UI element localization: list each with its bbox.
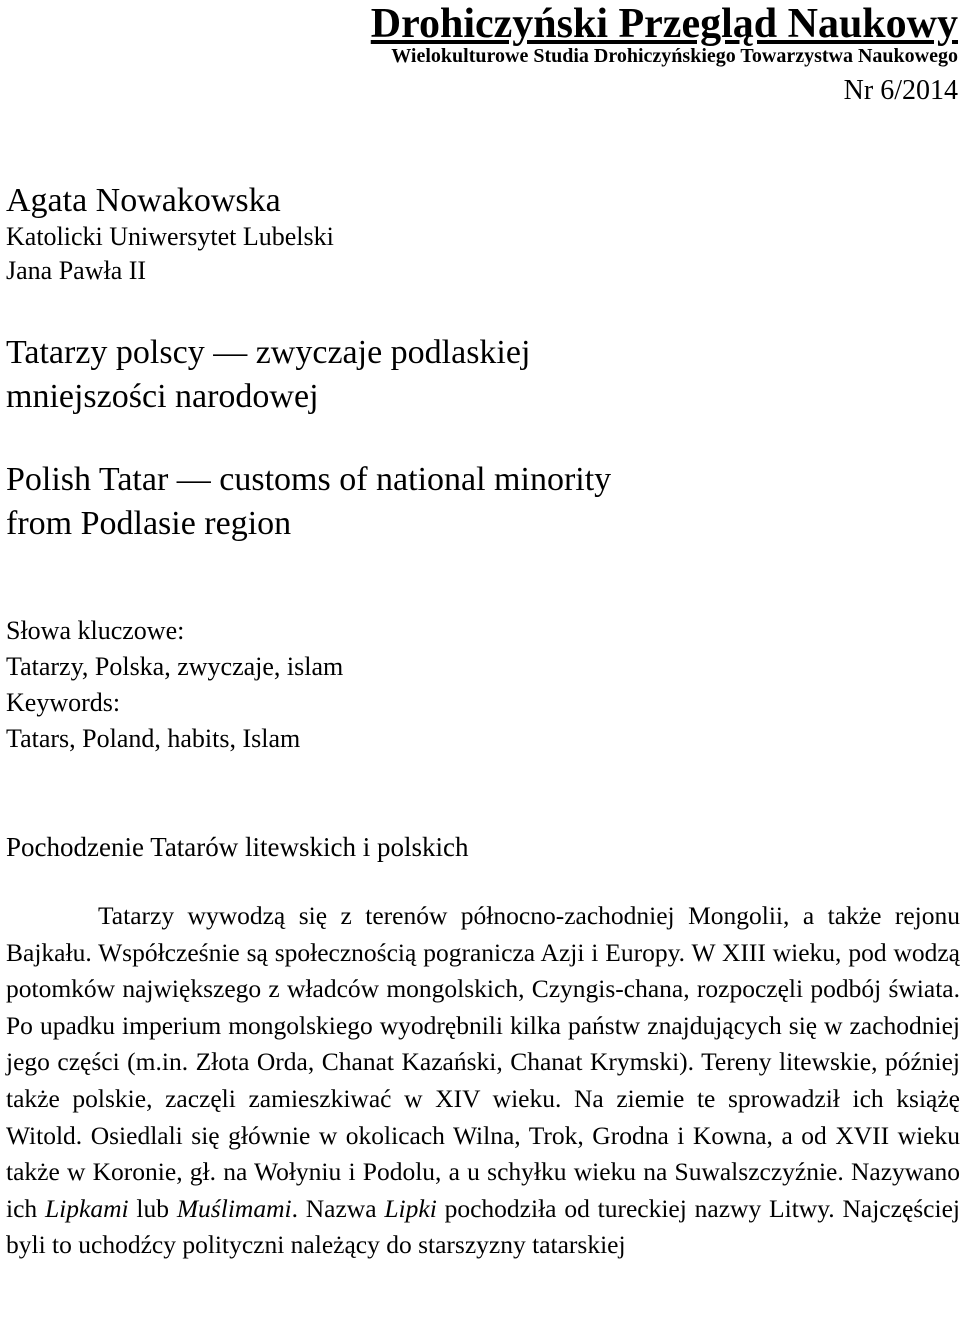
keywords-en-label: Keywords: — [6, 688, 121, 717]
body-paragraph — [6, 898, 960, 1264]
title-en-line1: Polish Tatar — customs of national minority — [6, 461, 612, 498]
article-title-en — [6, 458, 906, 546]
issue-number: Nr 6/2014 — [843, 75, 958, 106]
article-title-pl — [6, 331, 906, 419]
keywords-pl-value: Tatarzy, Polska, zwyczaje, islam — [6, 652, 344, 681]
body-text-end: pochodziła od tureckiej nazwy Litwy. Najczęściej byli to uchodźcy polityczni należący do starszyzny tatarskiej — [6, 1193, 960, 1260]
keywords-en-value: Tatars, Poland, habits, Islam — [6, 724, 301, 753]
journal-subtitle: Wielokulturowe Studia Drohiczyńskiego Towarzystwa Naukowego — [391, 45, 958, 67]
title-pl-line2: mniejszości narodowej — [6, 378, 319, 415]
body-text-main: Tatarzy wywodzą się z terenów północno-zachodniej Mongolii, a także rejonu Bajkału. Współcześnie są społecznością pogranicza Azji i Europy. W XIII wieku, pod wodzą potomków największego z władców mongolskich, Czyngis-chana, rozpoczęli podbój świata. Po upadku imperium mongolskiego wyodrębnili kilka państw znajdujących się w zachodniej jego części (m.in. Złota Orda, Chanat Kazański, Chanat Krymski). Tereny litewskie, później także polskie, zaczęli zamieszkiwać w XIV wieku. Na ziemie te sprowadził ich książę Witold. Osiedlali się głównie w okolicach Wilna, Trok, Grodna i Kowna, a od XVII wieku także w Koronie, gł. na Wołyniu i Podolu, a u schyłku wieku na Suwalszczyźnie. Nazywano ich — [6, 901, 960, 1223]
term-muslimami: Muślimami — [176, 1193, 292, 1223]
affiliation-line1: Katolicki Uniwersytet Lubelski — [6, 222, 334, 251]
author-block — [6, 182, 334, 288]
title-pl-line1: Tatarzy polscy — zwyczaje podlaskiej — [6, 334, 531, 371]
journal-title: Drohiczyński Przegląd Naukowy — [370, 1, 958, 47]
author-name: Agata Nowakowska — [6, 182, 281, 219]
keywords-block — [6, 613, 343, 757]
affiliation-line2: Jana Pawła II — [6, 256, 147, 285]
title-en-line2: from Podlasie region — [6, 505, 292, 542]
body-text-lub: lub — [128, 1193, 177, 1223]
term-lipkami: Lipkami — [44, 1193, 129, 1223]
body-text-nazwa: . Nazwa — [291, 1193, 385, 1223]
keywords-pl-label: Słowa kluczowe: — [6, 616, 185, 645]
section-heading: Pochodzenie Tatarów litewskich i polskich — [6, 832, 469, 862]
term-lipki: Lipki — [384, 1193, 437, 1223]
journal-header — [0, 0, 960, 106]
